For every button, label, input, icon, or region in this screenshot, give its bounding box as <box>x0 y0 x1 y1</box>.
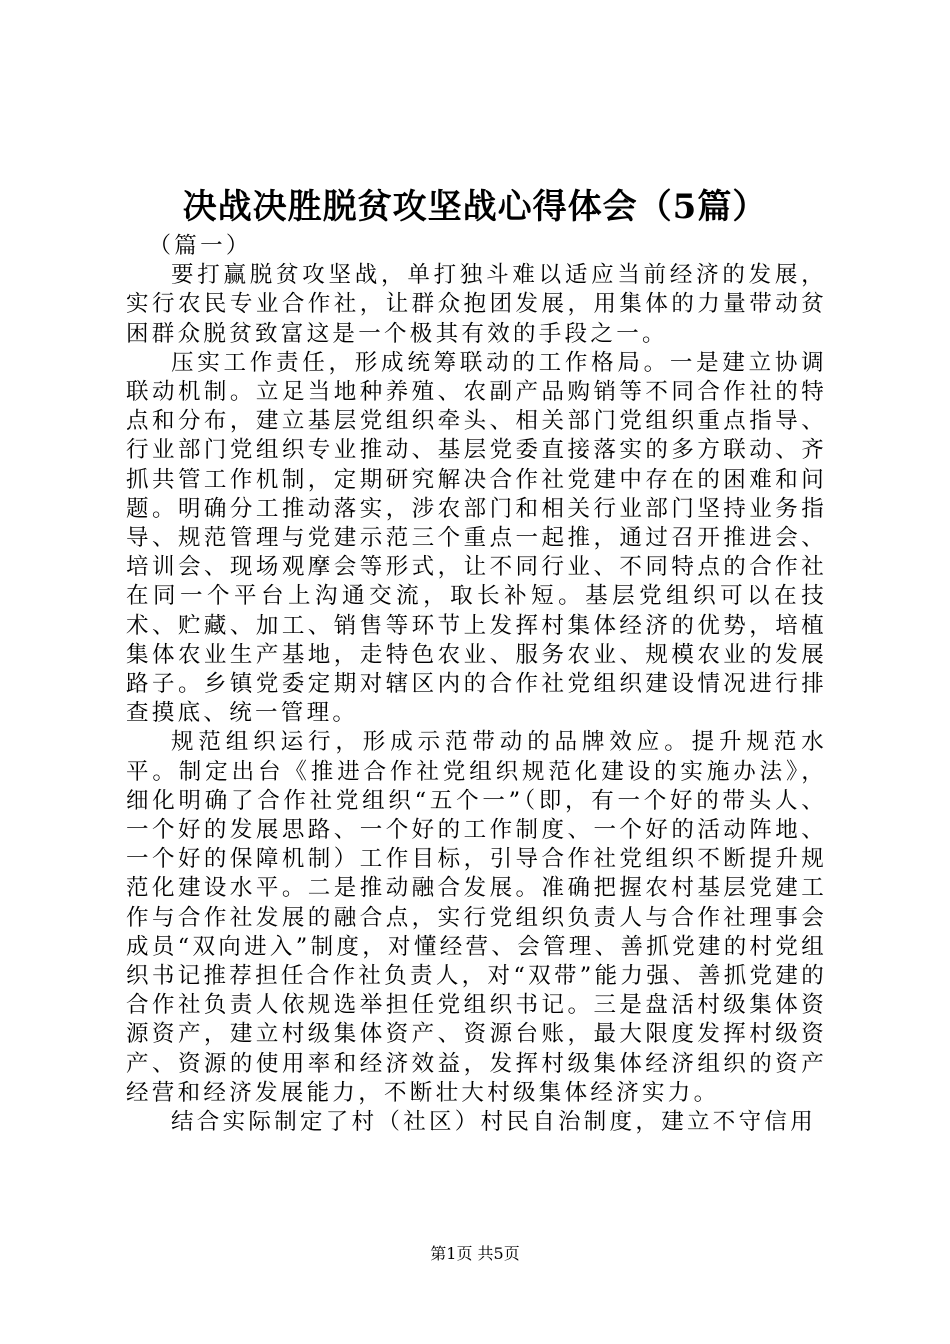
section-label: （篇一） <box>148 233 252 259</box>
paragraph: 要打赢脱贫攻坚战，单打独斗难以适应当前经济的发展，实行农民专业合作社，让群众抱团发展，用集体的力量带动贫困群众脱贫致富这是一个极其有效的手段之一。 <box>126 262 827 347</box>
page-footer: 第1页 共5页 <box>430 1244 520 1263</box>
document-body <box>126 232 827 1137</box>
paragraph: 压实工作责任，形成统筹联动的工作格局。一是建立协调联动机制。立足当地种养殖、农副产品购销等不同合作社的特点和分布，建立基层党组织牵头、相关部门党组织重点指导、行业部门党组织专业推动、基层党委直接落实的多方联动、齐抓共管工作机制，定期研究解决合作社党建中存在的困难和问题。明确分工推动落实，涉农部门和相关行业部门坚持业务指导、规范管理与党建示范三个重点一起推，通过召开推进会、培训会、现场观摩会等形式，让不同行业、不同特点的合作社在同一个平台上沟通交流，取长补短。基层党组织可以在技术、贮藏、加工、销售等环节上发挥村集体经济的优势，培植集体农业生产基地，走特色农业、服务农业、规模农业的发展路子。乡镇党委定期对辖区内的合作社党组织建设情况进行排查摸底、统一管理。 <box>126 349 827 727</box>
document-title: 决战决胜脱贫攻坚战心得体会（5篇） <box>182 187 768 227</box>
paragraph: 结合实际制定了村（社区）村民自治制度，建立不守信用 <box>171 1109 817 1136</box>
paragraph: 规范组织运行，形成示范带动的品牌效应。提升规范水平。制定出台《推进合作社党组织规范化建设的实施办法》，细化明确了合作社党组织“五个一”（即，有一个好的带头人、一个好的发展思路、一个好的工作制度、一个好的活动阵地、一个好的保障机制）工作目标，引导合作社党组织不断提升规范化建设水平。二是推动融合发展。准确把握农村基层党建工作与合作社发展的融合点，实行党组织负责人与合作社理事会成员“双向进入”制度，对懂经营、会管理、善抓党建的村党组织书记推荐担任合作社负责人，对“双带”能力强、善抓党建的合作社负责人依规选举担任党组织书记。三是盘活村级集体资源资产，建立村级集体资产、资源台账，最大限度发挥村级资产、资源的使用率和经济效益，发挥村级集体经济组织的资产经营和经济发展能力，不断壮大村级集体经济实力。 <box>126 729 827 1106</box>
